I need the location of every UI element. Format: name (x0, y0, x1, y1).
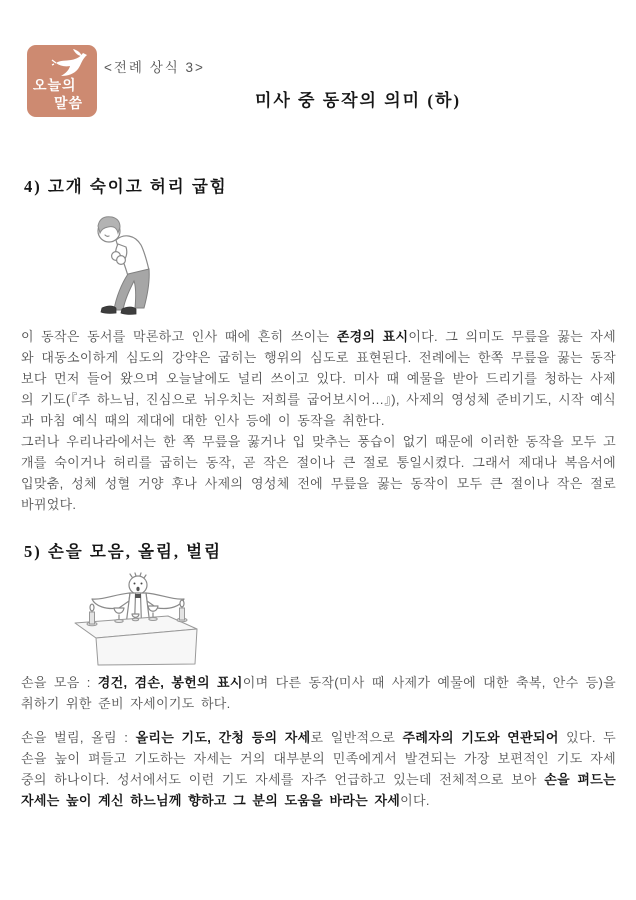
badge-text-line1: 오늘의 (33, 77, 77, 93)
badge-text-line2: 말씀 (54, 95, 84, 111)
bold-text-run: 주례자의 기도와 연관되어 (402, 730, 559, 745)
priest-at-altar-illustration (62, 572, 214, 668)
page-title: 미사 중 동작의 의미 (하) (254, 91, 462, 110)
person-bowing-illustration (72, 208, 194, 324)
section4-paragraph-1 (21, 326, 616, 431)
paragraph (21, 672, 616, 714)
section5-paragraph-1 (21, 672, 616, 714)
bold-text-run: 존경의 표시 (336, 329, 409, 344)
text-run: 손을 벌림, 올림 : (21, 730, 136, 745)
section5-heading: 5) 손을 모음, 올림, 벌림 (24, 542, 223, 561)
text-run: 이 동작은 동서를 막론하고 인사 때에 흔히 쓰이는 (21, 329, 337, 344)
text-run: 이며 다른 동작(미사 때 사제가 예물에 대한 축복, 안수 등)을 취하기 위한 준비 자세이기도 하다. (21, 675, 616, 711)
section5-paragraph-2 (21, 727, 616, 811)
bold-text-run: 경건, 겸손, 봉헌의 표시 (97, 675, 243, 690)
text-run: 그러나 우리나라에서는 한 쪽 무릎을 꿇거나 입 맞추는 풍습이 없기 때문에 이러한 동작을 모두 고개를 숙이거나 허리를 굽히는 동작, 곧 작은 절이나 큰 절로 통일시켰다. 그래서 제대나 복음서에 입맞춤, 성체 성혈 거양 후나 사제의 영성체 전에 무릎을 꿇는 동작이 모두 큰 절이나 작은 절로 바뀌었다. (21, 434, 616, 512)
section4-body (21, 326, 616, 515)
section4-heading: 4) 고개 숙이고 허리 굽힘 (24, 177, 228, 196)
section4-paragraph-2 (21, 431, 616, 515)
series-tag: <전례 상식 3> (104, 60, 205, 75)
bold-text-run: 올리는 기도, 간청 등의 자세 (135, 730, 311, 745)
todays-word-badge (27, 45, 97, 117)
text-run: 있다. 두 손을 높이 펴들고 기도하는 자세는 거의 대부분의 민족에게서 발견되는 가장 보편적인 기도 자세 중의 하나이다. 성서에서도 이런 기도 자세를 자주 언급하고 있는데 전체적으로 보아 (21, 730, 617, 787)
text-run: 이다. 그 의미도 무릎을 꿇는 자세와 대동소이하게 심도의 강약은 굽히는 행위의 심도로 표현된다. 전례에는 한쪽 무릎을 꿇는 동작보다 먼저 들어 왔으며 오늘날에도 널리 쓰이고 있다. 미사 때 예물을 받아 드리기를 청하는 사제의 기도(『주 하느님, 진심으로 뉘우치는 저희를 굽어보시어…』), 사제의 영성체 준비기도, 시작 예식과 마침 예식 때의 제대에 대한 인사 등에 이 동작을 취한다. (21, 329, 616, 428)
text-run: 로 일반적으로 (310, 730, 403, 745)
paragraph (21, 727, 616, 811)
text-run: 이다. (400, 793, 430, 808)
bold-text-run: 손을 펴드는 자세는 높이 계신 하느님께 향하고 그 분의 도움을 바라는 자세 (21, 772, 616, 808)
text-run: 손을 모음 : (21, 675, 98, 690)
